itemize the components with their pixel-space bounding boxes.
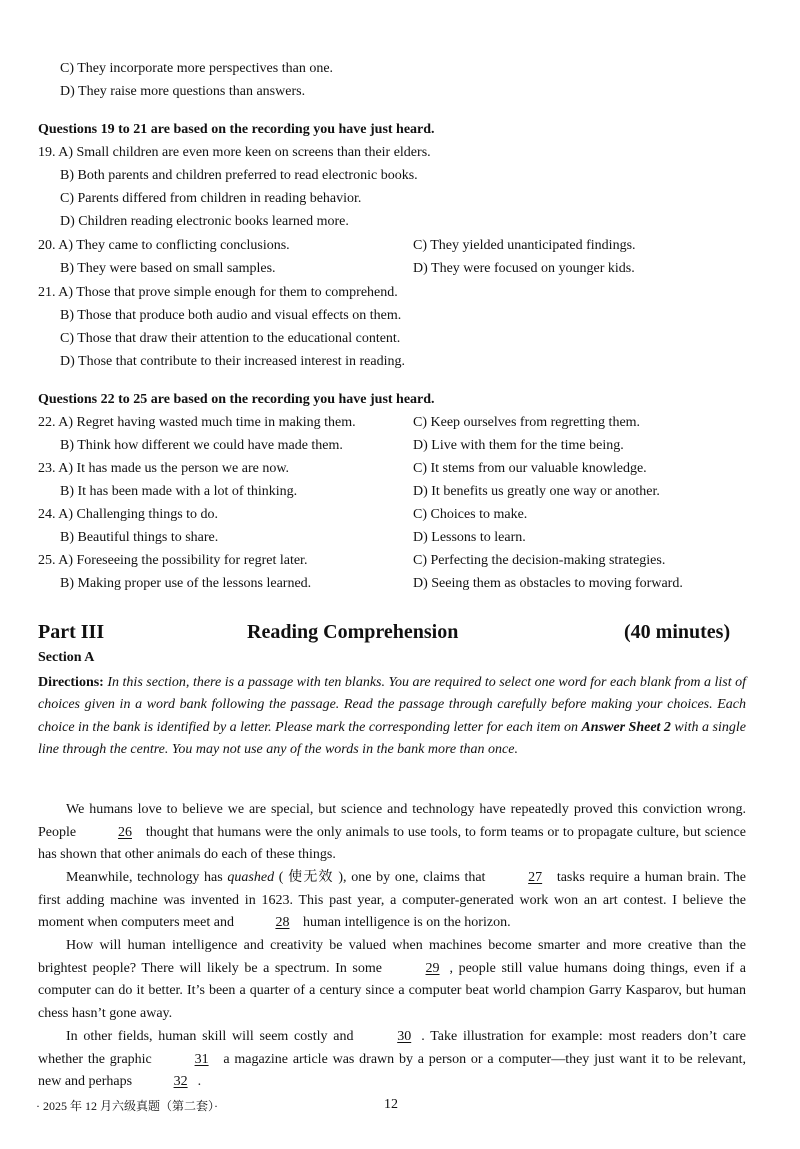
blank-26: 26 <box>117 824 132 840</box>
q18-option-d: D) They raise more questions than answers. <box>60 84 306 99</box>
p4-text-a: In other fields, human skill will seem costly and <box>66 1029 360 1044</box>
blank-28: 28 <box>275 915 290 930</box>
q20-option-a: 20. A) They came to conflicting conclusions. <box>38 238 290 253</box>
part-title: Reading Comprehension <box>247 621 459 643</box>
q23-option-a: 23. A) It has made us the person we are now. <box>38 461 290 476</box>
directions-text-1: In this section, there is a passage with ten blanks. You are required to select one word for each blank from a list of choices given in a word bank following the passage. Read the passage through carefully before making your choices. Each choice in the bank is identified by a letter. Please mark the corresponding letter for each item on <box>38 675 747 735</box>
footer-source: · 2025 年 12 月六级真题（第二套）· <box>36 1099 218 1113</box>
q18-option-c: C) They incorporate more perspectives than one. <box>60 61 334 76</box>
q21-option-a: 21. A) Those that prove simple enough for them to comprehend. <box>38 285 398 300</box>
p1-text-a: We humans love to believe we are special, but science and technology have repeatedly proved this conviction wrong. People <box>38 802 746 840</box>
q19-option-b: B) Both parents and children preferred to read electronic books. <box>60 168 418 183</box>
q25-option-a: 25. A) Foreseeing the possibility for regret later. <box>38 553 308 568</box>
blank-30: 30 <box>397 1029 412 1044</box>
passage-paragraph-3 <box>38 935 746 1025</box>
q20-option-b: B) They were based on small samples. <box>60 261 276 276</box>
q24-option-a: 24. A) Challenging things to do. <box>38 507 219 522</box>
directions-label: Directions: <box>38 675 104 690</box>
q23-option-c: C) It stems from our valuable knowledge. <box>413 461 647 476</box>
q25-option-c: C) Perfecting the decision-making strategies. <box>413 553 666 568</box>
q20-option-d: D) They were focused on younger kids. <box>413 261 635 276</box>
part-time-limit: (40 minutes) <box>624 621 731 643</box>
q19-option-c: C) Parents differed from children in reading behavior. <box>60 191 362 206</box>
directions-text-2: with a single line through the centre. You may not use any of the words in the bank more than once. <box>38 719 746 757</box>
p3-text-a: How will human intelligence and creativity be valued when machines become smarter and more creative than the brightest people? There will likely be a spectrum. In some <box>38 938 746 976</box>
section-a-label: Section A <box>38 650 95 665</box>
q19-option-d: D) Children reading electronic books learned more. <box>60 214 349 229</box>
part-label: Part III <box>38 621 105 643</box>
answer-sheet-ref: Answer Sheet 2 <box>581 719 671 735</box>
q25-option-b: B) Making proper use of the lessons learned. <box>60 576 312 591</box>
p2-text-b: , one by one, claims that <box>343 870 491 885</box>
q21-option-d: D) Those that contribute to their increased interest in reading. <box>60 354 405 369</box>
q23-option-b: B) It has been made with a lot of thinking. <box>60 484 298 499</box>
q23-option-d: D) It benefits us greatly one way or another. <box>413 484 660 499</box>
passage-paragraph-1 <box>38 799 746 867</box>
q24-option-c: C) Choices to make. <box>413 507 528 522</box>
q24-option-b: B) Beautiful things to share. <box>60 530 219 545</box>
q19-option-a: 19. A) Small children are even more keen on screens than their elders. <box>38 145 431 160</box>
section-heading-19-21: Questions 19 to 21 are based on the recording you have just heard. <box>38 122 435 137</box>
p3-text-b: , people still value humans doing things, even if a computer can do it better. It’s been a quarter of a century since a computer beat world champion Garry Kasparov, but human chess hasn’t gone away. <box>38 960 746 1021</box>
blank-31: 31 <box>194 1051 209 1067</box>
q22-option-c: C) Keep ourselves from regretting them. <box>413 415 641 430</box>
blank-29: 29 <box>425 960 440 976</box>
q22-option-a: 22. A) Regret having wasted much time in making them. <box>38 415 356 430</box>
q22-option-d: D) Live with them for the time being. <box>413 438 624 453</box>
directions <box>38 672 746 761</box>
passage-paragraph-4 <box>38 1026 746 1094</box>
p4-text-c: a magazine article was drawn by a person or a computer—they just want it to be relevant, new and perhaps <box>38 1051 746 1089</box>
page-number: 12 <box>384 1097 398 1112</box>
p4-text-d: . <box>197 1074 202 1089</box>
p1-text-b: thought that humans were the only animals to use tools, to form teams or to propagate culture, but science has shown that other animals do each of these things. <box>38 824 746 862</box>
blank-27: 27 <box>528 870 543 885</box>
q21-option-c: C) Those that draw their attention to the educational content. <box>60 331 401 346</box>
q25-option-d: D) Seeing them as obstacles to moving forward. <box>413 576 683 591</box>
p2-gloss: ( 使无效 ) <box>274 870 344 885</box>
p2-text-d: human intelligence is on the horizon. <box>299 915 511 930</box>
p4-text-b: . Take illustration for example: most readers don’t care whether the graphic <box>38 1029 746 1067</box>
q20-option-c: C) They yielded unanticipated findings. <box>413 238 636 253</box>
q22-option-b: B) Think how different we could have made them. <box>60 438 343 453</box>
passage-paragraph-2 <box>38 867 746 935</box>
blank-32: 32 <box>173 1074 188 1089</box>
q21-option-b: B) Those that produce both audio and visual effects on them. <box>60 308 402 323</box>
p2-quashed: quashed <box>227 870 275 885</box>
q24-option-d: D) Lessons to learn. <box>413 530 526 545</box>
p2-text-a: Meanwhile, technology has <box>66 870 228 885</box>
section-heading-22-25: Questions 22 to 25 are based on the recording you have just heard. <box>38 392 435 407</box>
p2-text-c: tasks require a human brain. The first adding machine was invented in 1623. This past year, a computer-generated work won an art contest. I believe the moment when computers meet and <box>38 870 746 930</box>
